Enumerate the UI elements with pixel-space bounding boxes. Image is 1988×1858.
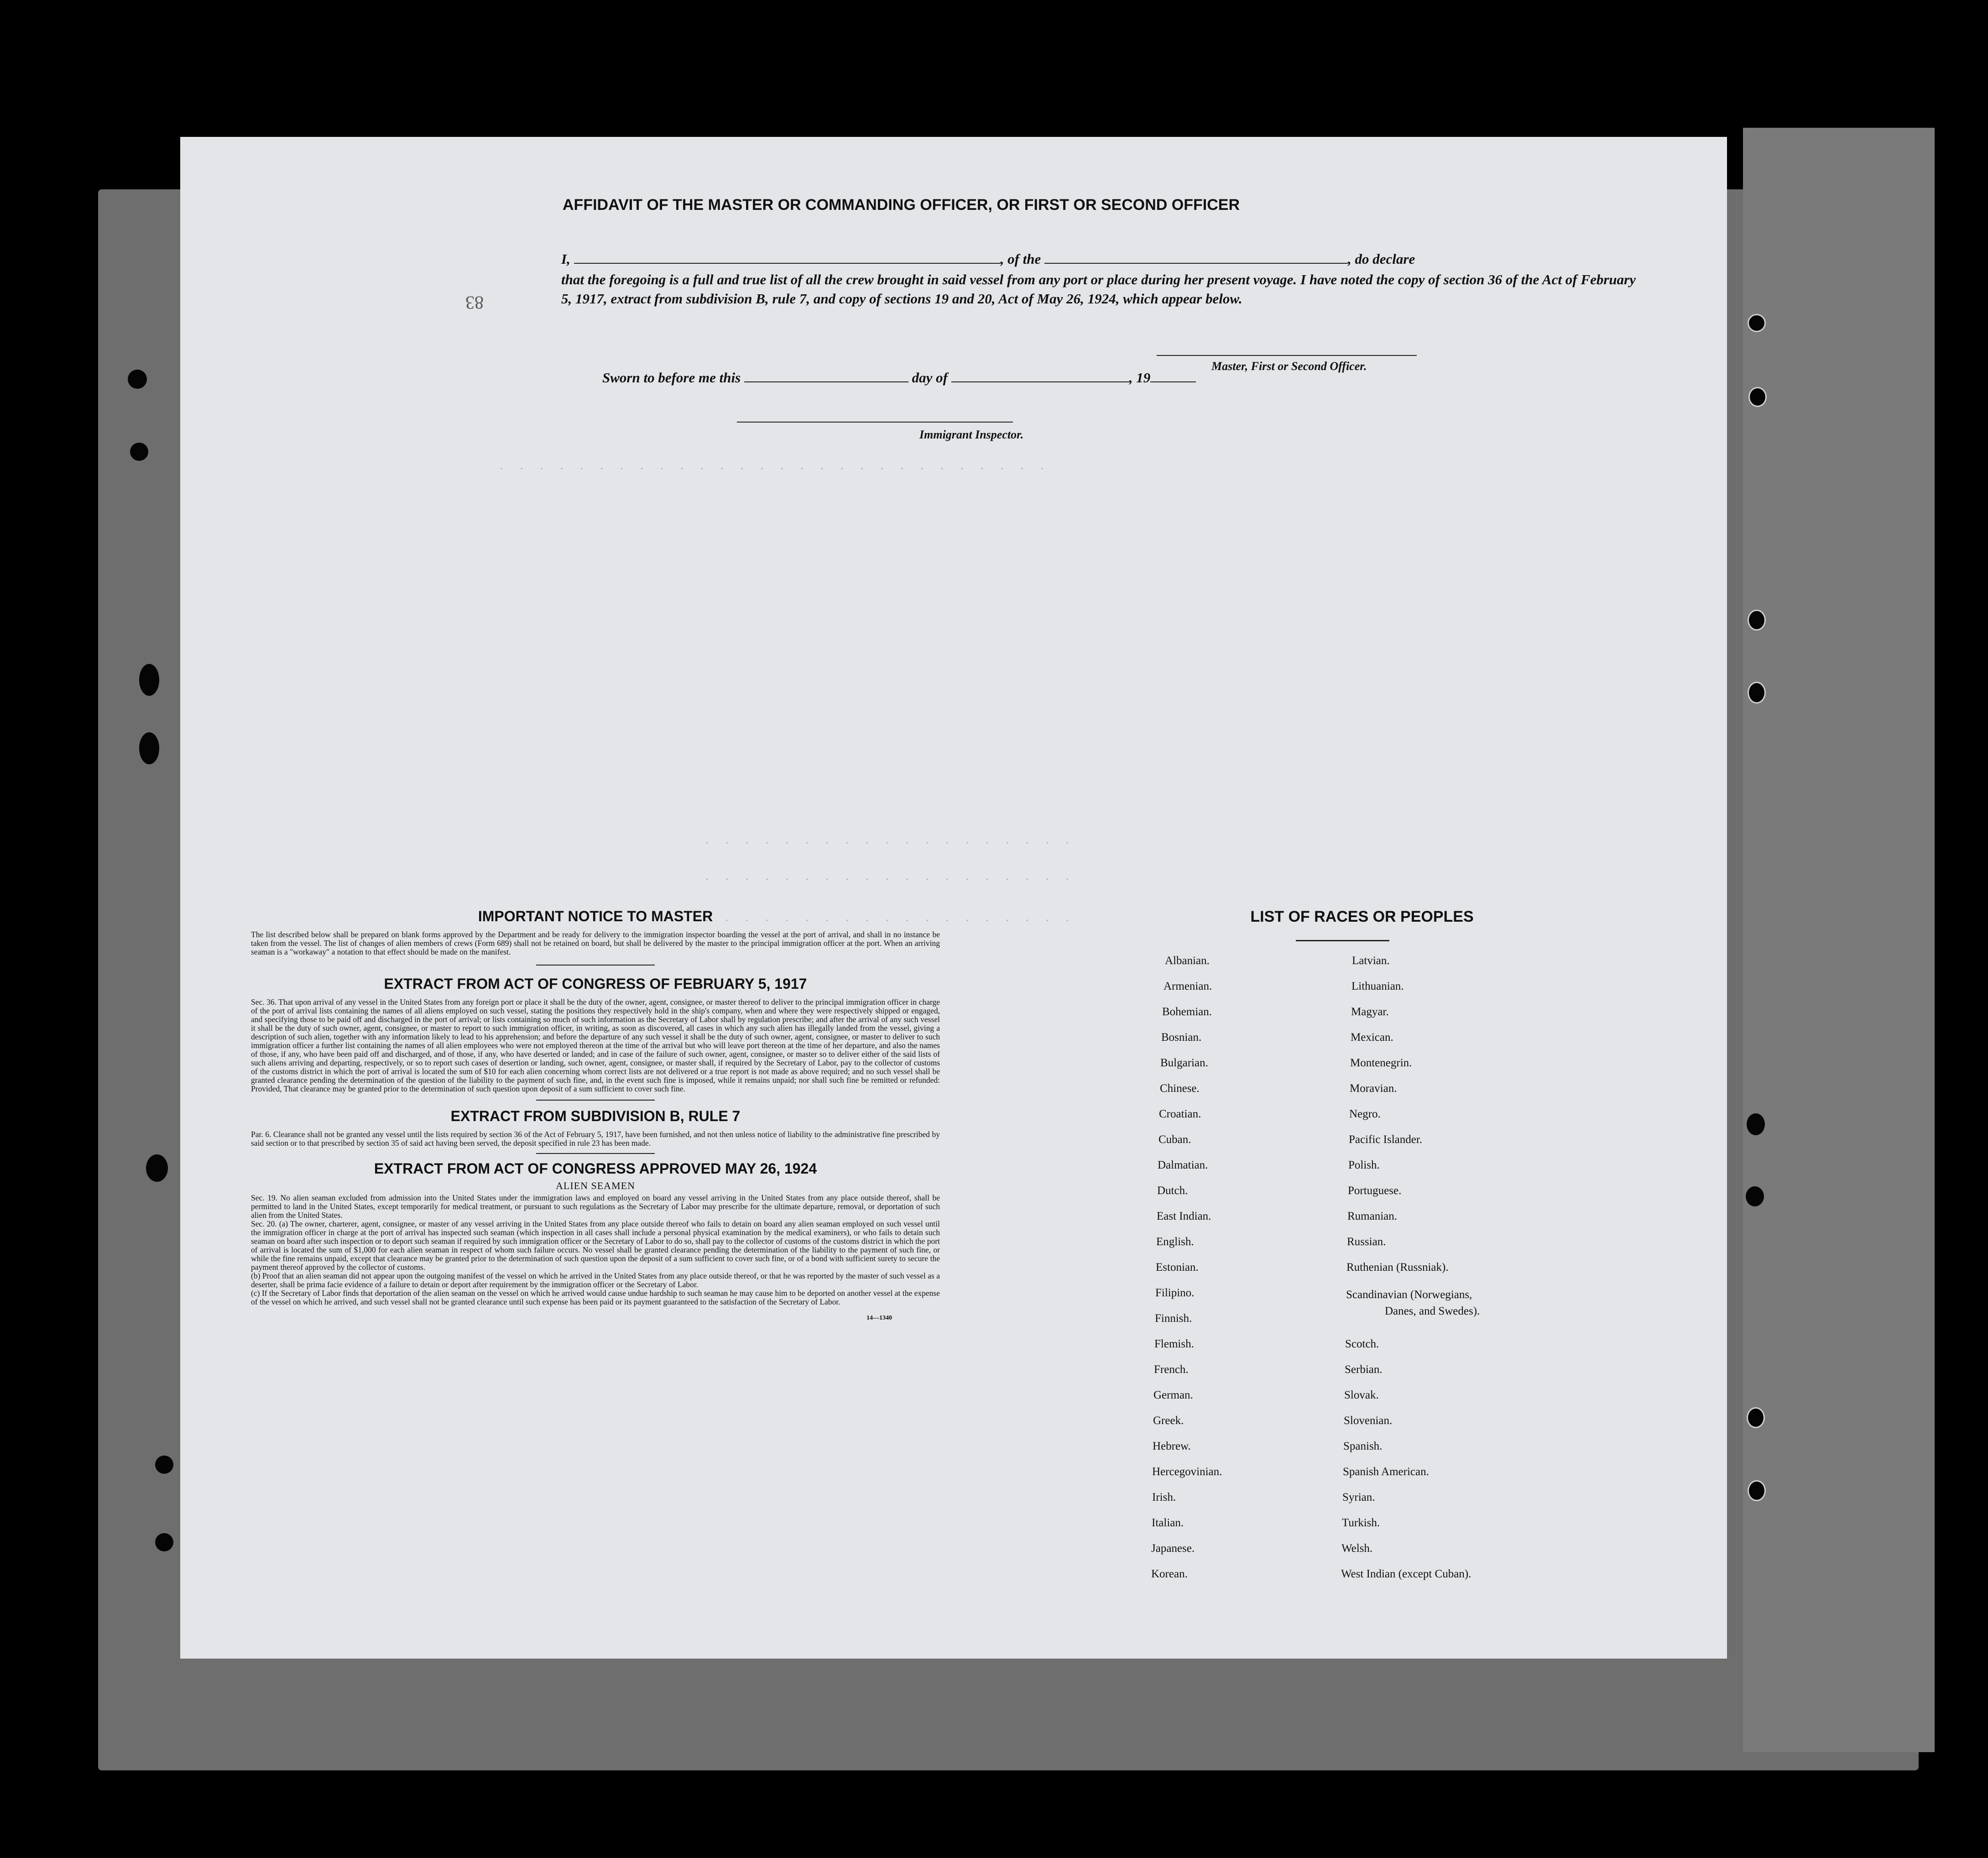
race-item: Flemish.: [1154, 1338, 1194, 1350]
divider: [536, 965, 655, 966]
race-item: Ruthenian (Russniak).: [1346, 1261, 1449, 1273]
race-item: Welsh.: [1341, 1542, 1373, 1555]
document-page: [180, 137, 1727, 1659]
form-number: 14—1340: [866, 1315, 892, 1321]
master-signature-line[interactable]: [1157, 355, 1417, 356]
race-item: West Indian (except Cuban).: [1341, 1568, 1471, 1580]
race-item: Spanish.: [1343, 1440, 1383, 1452]
race-item: Japanese.: [1151, 1542, 1195, 1555]
race-item: Rumanian.: [1347, 1210, 1398, 1222]
inspector-signature-label: Immigrant Inspector.: [919, 428, 1024, 441]
sworn-line: [602, 370, 1196, 386]
bleed-through-text: · · · · · · · · · · · · · · · · · · ·: [705, 913, 1076, 926]
binder-hole: [155, 1533, 173, 1551]
race-item: Mexican.: [1351, 1031, 1393, 1044]
race-item: Croatian.: [1159, 1108, 1201, 1120]
race-item: English.: [1156, 1236, 1194, 1248]
race-item: Dutch.: [1157, 1185, 1188, 1197]
affidavit-title: AFFIDAVIT OF THE MASTER OR COMMANDING OFFICER, OR FIRST OR SECOND OFFICER: [563, 196, 1240, 214]
extract-1917-title: EXTRACT FROM ACT OF CONGRESS OF FEBRUARY 5, 1917: [384, 976, 807, 992]
binder-hole: [1747, 1407, 1765, 1428]
race-item: Slovenian.: [1344, 1414, 1393, 1427]
bleed-through-text: · · · · · · · · · · · · · · · · · · · · · · · · · · · ·: [500, 461, 1051, 475]
sec-20b-text: (b) Proof that an alien seaman did not appear upon the outgoing manifest of the vessel on which he arrived in the United States from any place outside thereof, or that he was reported by the master of such vessel as a deserter, shall be prima facie evidence of a failure to detain or deport after requirement by the immigration officer or the Secretary of Labor.: [251, 1271, 940, 1289]
binder-hole: [1748, 387, 1767, 407]
bleed-through-text: · · · · · · · · · · · · · · · · · · ·: [705, 835, 1076, 849]
sworn-day-field[interactable]: [744, 381, 908, 382]
race-item: Finnish.: [1155, 1312, 1192, 1325]
races-title-underline: [1296, 940, 1389, 941]
sec-20c-text: (c) If the Secretary of Labor finds that deportation of the alien seaman on the vessel on which he arrived would cause undue hardship to such seaman he may cause him to be deported on another vessel at the expense of the vessel on which he arrived, and such vessel shall not be granted clearance until such expense has been paid or its payment guaranteed to the satisfaction of the Secretary of Labor.: [251, 1289, 940, 1306]
notice-title: IMPORTANT NOTICE TO MASTER: [478, 908, 713, 924]
binder-hole: [1747, 1113, 1765, 1135]
race-item: Turkish.: [1342, 1517, 1380, 1529]
master-signature-label: Master, First or Second Officer.: [1211, 360, 1367, 373]
declaration-blanks-line: [561, 251, 1633, 267]
day-of-label: day of: [912, 370, 948, 386]
race-item: Spanish American.: [1343, 1466, 1429, 1478]
race-item: Moravian.: [1350, 1082, 1397, 1095]
inspector-signature-line[interactable]: [737, 422, 1013, 423]
declaration-text: that the foregoing is a full and true list of all the crew brought in said vessel from any port or place during her present voyage. I have noted the copy of section 36 of the Act of February 5, 1917, extract from subdivision B, rule 7, and copy of sections 19 and 20, Act of May 26, 1924, which appear below.: [561, 271, 1636, 307]
sec-19-text: Sec. 19. No alien seaman excluded from admission into the United States under the immigration laws and employed on board any vessel arriving in the United States from any place outside thereof, shall be permitted to land in the United States, except temporarily for medical treatment, or pursuant to such regulations as the Secretary of Labor may prescribe for the ultimate departure, removal, or deportation of such alien from the United States.: [251, 1193, 940, 1220]
race-item: Danes, and Swedes).: [1385, 1305, 1480, 1317]
race-item: Armenian.: [1164, 980, 1212, 992]
master-name-field[interactable]: [574, 262, 1001, 264]
race-item: French.: [1154, 1363, 1189, 1376]
race-item: Bohemian.: [1162, 1006, 1212, 1018]
binder-hole: [128, 370, 147, 389]
binder-hole: [155, 1456, 173, 1474]
rule-7-text: Par. 6. Clearance shall not be granted any vessel until the lists required by section 36 of the Act of February 5, 1917, have been furnished, and not then unless notice of liability to the administrative fine prescribed by said section or to that prescribed by section 35 of said act having been served, the deposit specified in rule 23 has been made.: [251, 1130, 940, 1148]
race-item: Estonian.: [1156, 1261, 1199, 1273]
race-item: Latvian.: [1352, 955, 1390, 967]
race-item: Syrian.: [1342, 1491, 1375, 1503]
sworn-year-field[interactable]: [1150, 381, 1196, 382]
do-declare-label: , do declare: [1348, 251, 1415, 267]
sworn-month-field[interactable]: [951, 381, 1129, 382]
race-item: Filipino.: [1155, 1287, 1195, 1299]
backdrop-underlying-sheet: [1743, 128, 1935, 1752]
race-item: Portuguese.: [1348, 1185, 1402, 1197]
rule-7-title: EXTRACT FROM SUBDIVISION B, RULE 7: [450, 1108, 741, 1124]
year-label: , 19: [1129, 370, 1151, 386]
races-title: LIST OF RACES OR PEOPLES: [1250, 908, 1474, 925]
race-item: Lithuanian.: [1351, 980, 1404, 992]
race-item: Scotch.: [1345, 1338, 1379, 1350]
binder-hole: [146, 1154, 168, 1182]
i-label: I,: [561, 251, 570, 267]
race-item: Magyar.: [1351, 1006, 1389, 1018]
race-item: Serbian.: [1345, 1363, 1383, 1376]
binder-hole: [139, 664, 159, 696]
extracts-column: [251, 908, 940, 1322]
extract-1917-text: Sec. 36. That upon arrival of any vessel in the United States from any foreign port or place it shall be the duty of the owner, agent, consignee, or master thereof to deliver to the principal immigration officer in charge of the port of arrival lists containing the names of all aliens employed on such vessel, stating the positions they respectively hold in the ship's company, when and where they were respectively shipped or engaged, and specifying those to be paid off and discharged in the port of arrival; or lists containing so much of such information as the Secretary of Labor shall by regulation prescribe; and after the arrival of any such vessel it shall be the duty of such owner, agent, consignee, or master to report to such immigration officer, in writing, as soon as discovered, all cases in which any such alien has illegally landed from the vessel, giving a description of such alien, together with any information likely to lead to his apprehension; and before the departure of any such vessel it shall be the duty of such owner, agent, consignee, or master to deliver to such immigration officer a further list containing the names of all alien employees who were not employed thereon at the time of the arrival but who will leave port thereon at the time of her departure, and also the names of those, if any, who have been paid off and discharged, and of those, if any, who have deserted or landed; and in case of the failure of such owner, agent, consignee, or master so to deliver either of the said lists of such aliens arriving and departing, respectively, or so to report such cases of desertion or landing, such owner, agent, consignee, or master shall, if required by the Secretary of Labor, pay to the collector of customs of the customs district in which the port of arrival is located the sum of $10 for each alien concerning whom correct lists are not delivered or a true report is not made as above required; and no such vessel shall be granted clearance pending the determination of the question of the liability to the payment of such fine, and, in the event such fine is imposed, while it remains unpaid; nor shall such fine be remitted or refunded: Provided, That clearance may be granted prior to the determination of such question upon deposit of a sum sufficient to cover such fine.: [251, 997, 940, 1093]
divider: [536, 1153, 655, 1154]
race-item: Cuban.: [1158, 1133, 1191, 1146]
race-item: Irish.: [1152, 1491, 1176, 1503]
sec-20a-text: Sec. 20. (a) The owner, charterer, agent, consignee, or master of any vessel arriving in the United States from any place outside thereof who fails to detain on board any alien seaman employed on such vessel until the immigration officer in charge at the port of arrival has inspected such seaman (which inspection in all cases shall include a personal physical examination by the medical examiners), or who fails to detain such seaman on board after such inspection or to deport such seaman if required by such immigration officer or the Secretary of Labor to do so, shall pay to the collector of customs of the customs district in which the port of arrival is located the sum of $1,000 for each alien seaman in respect of whom such failure occurs. No vessel shall be granted clearance pending the determination of the liability to the payment of such fine, or while the fine remains unpaid, except that clearance may be granted prior to the determination of such question upon the deposit of a sum sufficient to cover such fine, or of a bond with sufficient surety to secure the payment thereof approved by the collector of customs.: [251, 1219, 940, 1272]
binder-hole: [1748, 1480, 1766, 1501]
binder-hole: [130, 443, 148, 461]
race-item: Dalmatian.: [1158, 1159, 1208, 1171]
binder-hole: [139, 732, 159, 764]
race-item: Scandinavian (Norwegians,: [1346, 1289, 1472, 1301]
race-item: Negro.: [1349, 1108, 1381, 1120]
race-item: Polish.: [1348, 1159, 1380, 1171]
race-item: Korean.: [1151, 1568, 1188, 1580]
race-item: Hercegovinian.: [1152, 1466, 1222, 1478]
race-item: Pacific Islander.: [1349, 1133, 1423, 1146]
race-item: Bulgarian.: [1160, 1057, 1208, 1069]
race-item: Greek.: [1153, 1414, 1184, 1427]
binder-hole: [1748, 610, 1766, 631]
binder-hole: [1748, 682, 1766, 704]
race-item: Montenegrin.: [1350, 1057, 1412, 1069]
binder-hole: [1748, 314, 1766, 332]
bleed-through-text: · · · · · · · · · · · · · · · · · · ·: [705, 872, 1076, 885]
race-item: Chinese.: [1160, 1082, 1200, 1095]
vessel-name-field[interactable]: [1044, 262, 1348, 264]
race-item: German.: [1153, 1389, 1193, 1401]
race-item: Albanian.: [1165, 955, 1210, 967]
binder-hole: [1746, 1186, 1764, 1206]
alien-seamen-subtitle: ALIEN SEAMEN: [556, 1180, 635, 1191]
race-item: Bosnian.: [1161, 1031, 1202, 1044]
of-the-label: , of the: [1000, 251, 1041, 267]
sworn-label: Sworn to before me this: [602, 370, 741, 386]
race-item: Hebrew.: [1153, 1440, 1191, 1452]
race-item: Russian.: [1347, 1236, 1386, 1248]
race-item: Italian.: [1152, 1517, 1184, 1529]
race-item: East Indian.: [1157, 1210, 1211, 1222]
notice-text: The list described below shall be prepared on blank forms approved by the Department and be ready for delivery to the immigration inspector boarding the vessel at the port of arrival, and shall in no instance be taken from the vessel. The list of changes of alien members of crews (Form 689) shall not be retained on board, but shall be delivered by the master to the principal immigration officer at the port. When an arriving seaman is a "workaway" a notation to that effect should be made on the manifest.: [251, 930, 940, 956]
extract-1924-title: EXTRACT FROM ACT OF CONGRESS APPROVED MAY 26, 1924: [374, 1160, 817, 1177]
race-item: Slovak.: [1344, 1389, 1379, 1401]
divider: [536, 1100, 655, 1101]
page-number: 83: [465, 292, 484, 313]
